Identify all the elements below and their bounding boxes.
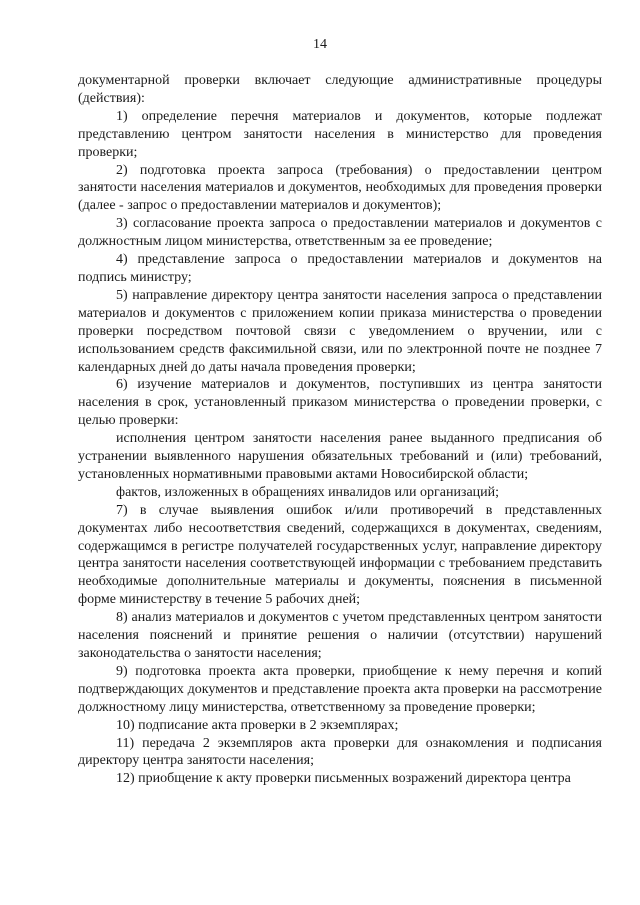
paragraph-item-10: 10) подписание акта проверки в 2 экземплярах; <box>116 717 399 733</box>
paragraph-item-1: 1) определение перечня материалов и документов, которые подлежат представлению центром занятости населения в министерство для проведения проверки; <box>78 108 602 160</box>
paragraph-item-2: 2) подготовка проекта запроса (требования) о предоставлении центром занятости населения материалов и документов, необходимых для проведения проверки (далее - запрос о предоставлении материалов и документов); <box>78 162 602 214</box>
paragraph-item-9: 9) подготовка проекта акта проверки, приобщение к нему перечня и копий подтверждающих документов и представление проекта акта проверки на рассмотрение должностному лицу министерства, ответственному за проведение проверки; <box>78 663 602 715</box>
paragraph-item-6-sub-2: фактов, изложенных в обращениях инвалидов или организаций; <box>116 484 500 500</box>
paragraph-item-11: 11) передача 2 экземпляров акта проверки для ознакомления и подписания директору центра занятости населения; <box>78 735 602 769</box>
paragraph-item-6-sub-1: исполнения центром занятости населения ранее выданного предписания об устранении выявленного нарушения обязательных требований и (или) требований, установленных нормативными правовыми актами Новосибирской области; <box>78 431 602 482</box>
paragraph-item-6: 6) изучение материалов и документов, поступивших из центра занятости населения в срок, установленный приказом министерства о проведении проверки, с целью проверки: <box>78 377 602 429</box>
document-body <box>78 72 602 788</box>
paragraph-continuation: документарной проверки включает следующие административные процедуры (действия): <box>78 73 602 106</box>
paragraph-item-12: 12) приобщение к акту проверки письменных возражений директора центра <box>116 771 571 787</box>
page-number: 14 <box>313 37 327 52</box>
paragraph-item-7: 7) в случае выявления ошибок и/или противоречий в представленных документах либо несоответствия сведений, содержащихся в документах, сведениям, содержащимся в регистре получателей государственных услуг, направление директору центра занятости населения соответствующей информации с требованием представить необходимые дополнительные материалы и документы, пояснения в письменной форме министерству в течение 5 рабочих дней; <box>78 502 602 608</box>
paragraph-item-3: 3) согласование проекта запроса о предоставлении материалов и документов с должностным лицом министерства, ответственным за ее проведение; <box>78 216 602 250</box>
paragraph-item-5: 5) направление директору центра занятости населения запроса о представлении материалов и документов с приложением копии приказа министерства о проведении проверки посредством почтовой связи с уведомлением о вручении, или с использованием средств факсимильной связи, или по электронной почте не позднее 7 календарных дней до даты начала проведения проверки; <box>78 287 602 375</box>
paragraph-item-4: 4) представление запроса о предоставлении материалов и документов на подпись министру; <box>78 252 602 285</box>
paragraph-item-8: 8) анализ материалов и документов с учетом представленных центром занятости населения пояснений и принятие решения о наличии (отсутствии) нарушений законодательства о занятости населения; <box>78 610 602 661</box>
